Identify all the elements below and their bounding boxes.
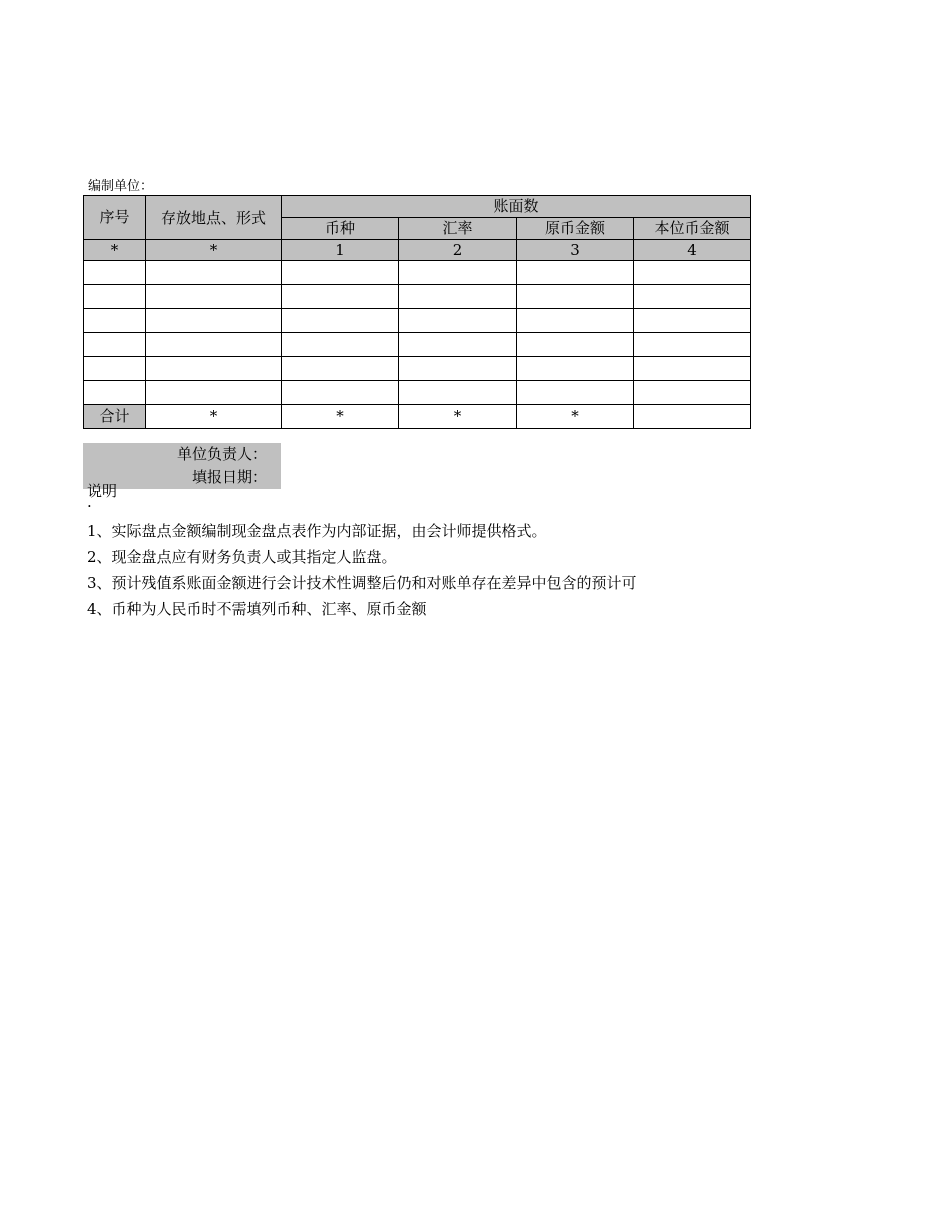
responsible-label: 单位负责人： <box>176 445 267 463</box>
cell[interactable] <box>84 261 146 285</box>
index-cell: 2 <box>399 240 517 261</box>
cell[interactable] <box>399 381 517 405</box>
cell[interactable] <box>146 381 282 405</box>
header-original-amount: 原币金额 <box>517 218 634 240</box>
cell[interactable] <box>634 381 751 405</box>
note-line: 3、预计残值系账面金额进行会计技术性调整后仍和对账单存在差异中包含的预计可 <box>87 574 637 592</box>
header-seq: 序号 <box>84 196 146 240</box>
cell[interactable] <box>517 261 634 285</box>
cell[interactable] <box>517 381 634 405</box>
notes-title: 说明 <box>87 482 118 500</box>
index-cell: 3 <box>517 240 634 261</box>
cell[interactable] <box>634 357 751 381</box>
cell[interactable] <box>282 357 399 381</box>
cell[interactable] <box>399 261 517 285</box>
unit-label: 编制单位： <box>88 179 154 194</box>
cell[interactable] <box>84 357 146 381</box>
cell[interactable] <box>146 285 282 309</box>
cell[interactable] <box>282 381 399 405</box>
header-base-amount: 本位币金额 <box>634 218 751 240</box>
cell[interactable] <box>282 261 399 285</box>
index-cell: 4 <box>634 240 751 261</box>
table-row <box>84 357 751 381</box>
index-cell: * <box>146 240 282 261</box>
cell[interactable] <box>517 333 634 357</box>
index-cell: 1 <box>282 240 399 261</box>
header-book-amount: 账面数 <box>282 196 751 218</box>
cell[interactable] <box>282 333 399 357</box>
cell[interactable] <box>634 309 751 333</box>
cell[interactable] <box>517 309 634 333</box>
total-cell: * <box>517 405 634 429</box>
cell[interactable] <box>399 357 517 381</box>
notes-section <box>87 482 755 622</box>
cell[interactable] <box>146 357 282 381</box>
table-row <box>84 333 751 357</box>
table-row <box>84 381 751 405</box>
header-rate: 汇率 <box>399 218 517 240</box>
note-line: 4、币种为人民币时不需填列币种、汇率、原币金额 <box>87 600 427 618</box>
cell[interactable] <box>517 285 634 309</box>
total-row <box>84 405 751 429</box>
total-cell: * <box>282 405 399 429</box>
note-line: 1、实际盘点金额编制现金盘点表作为内部证据，由会计师提供格式。 <box>87 522 547 540</box>
header-currency: 币种 <box>282 218 399 240</box>
cell[interactable] <box>146 309 282 333</box>
total-label: 合计 <box>84 405 146 429</box>
total-base-amount-cell[interactable] <box>634 405 751 429</box>
cell[interactable] <box>399 285 517 309</box>
index-cell: * <box>84 240 146 261</box>
cell[interactable] <box>146 333 282 357</box>
total-cell: * <box>399 405 517 429</box>
total-cell: * <box>146 405 282 429</box>
cell[interactable] <box>517 357 634 381</box>
table-row <box>84 261 751 285</box>
cash-count-table <box>83 195 751 429</box>
cell[interactable] <box>84 285 146 309</box>
cell[interactable] <box>399 333 517 357</box>
note-line: 2、现金盘点应有财务负责人或其指定人监盘。 <box>87 548 397 566</box>
cell[interactable] <box>282 285 399 309</box>
cell[interactable] <box>634 261 751 285</box>
table-row <box>84 285 751 309</box>
cell[interactable] <box>399 309 517 333</box>
date-label: 填报日期： <box>191 468 267 486</box>
table-row <box>84 309 751 333</box>
notes-dot: · <box>87 497 92 515</box>
cell[interactable] <box>282 309 399 333</box>
cell[interactable] <box>84 333 146 357</box>
cell[interactable] <box>146 261 282 285</box>
header-location: 存放地点、形式 <box>146 196 282 240</box>
cell[interactable] <box>84 381 146 405</box>
cell[interactable] <box>84 309 146 333</box>
cell[interactable] <box>634 285 751 309</box>
cell[interactable] <box>634 333 751 357</box>
